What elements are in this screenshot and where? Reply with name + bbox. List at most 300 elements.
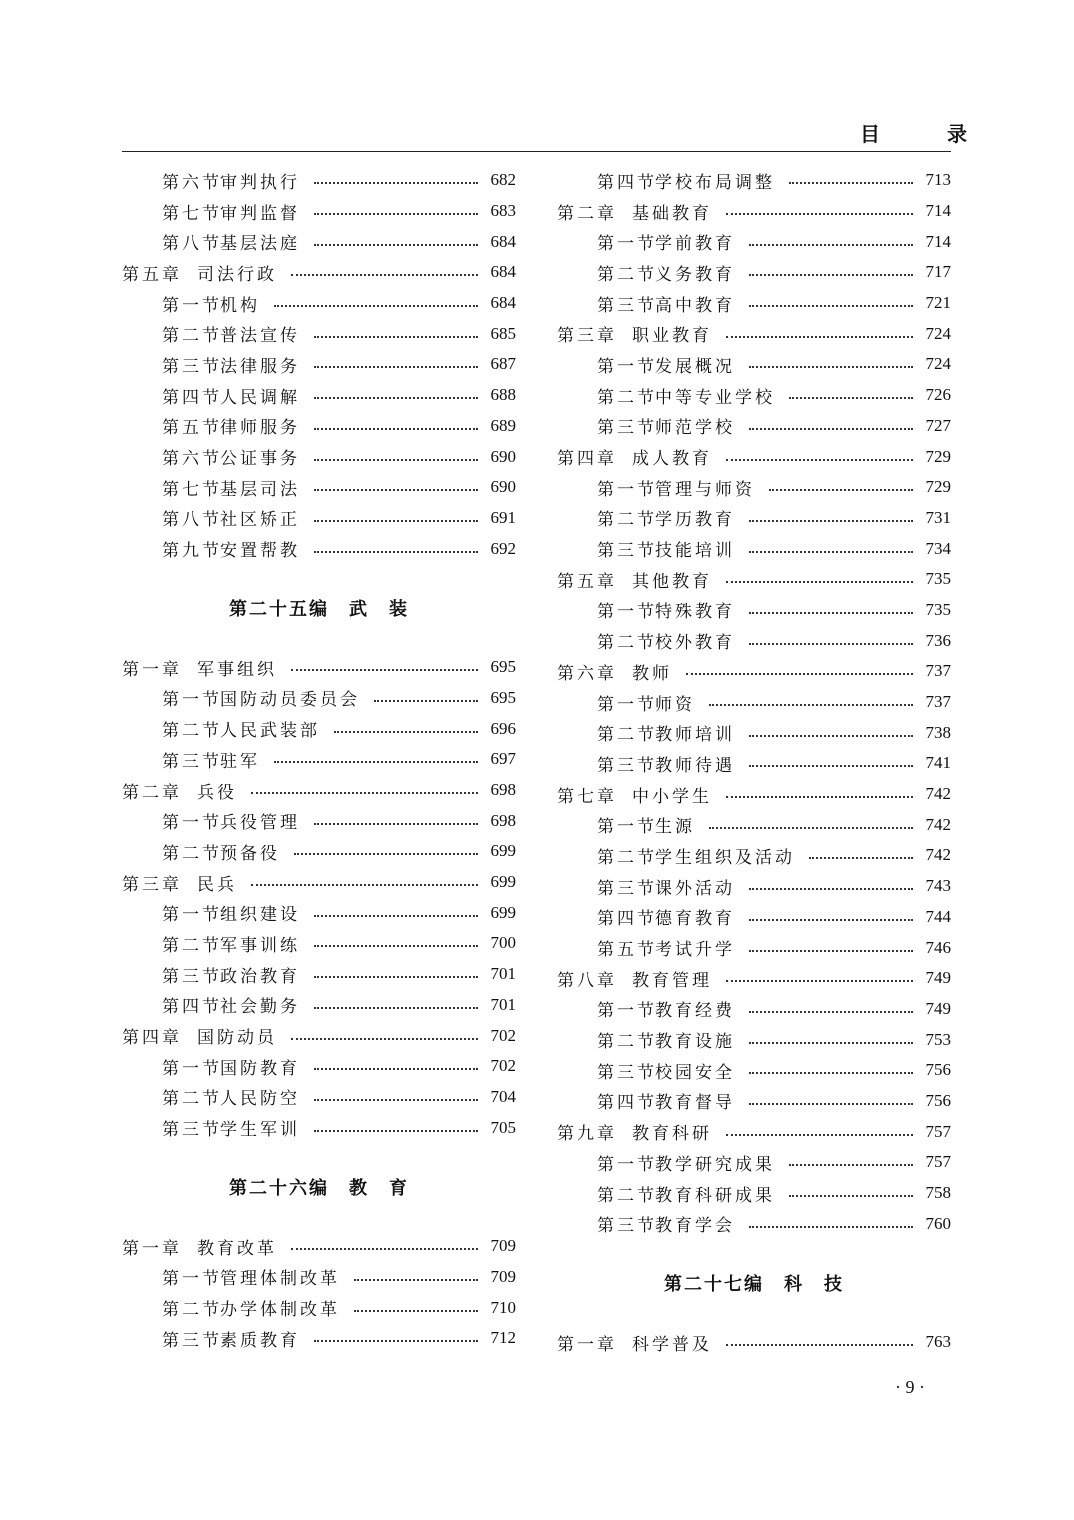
entry-page-number: 712 bbox=[490, 1328, 516, 1348]
entry-title: 社会勤务 bbox=[220, 997, 300, 1018]
toc-chapter-entry[interactable] bbox=[557, 196, 951, 227]
dot-leader bbox=[314, 1099, 478, 1101]
entry-page-number: 756 bbox=[925, 1060, 951, 1080]
entry-page-number: 700 bbox=[490, 933, 516, 953]
toc-chapter-entry[interactable] bbox=[122, 867, 516, 898]
toc-section-entry[interactable] bbox=[122, 1082, 516, 1113]
toc-chapter-entry[interactable] bbox=[122, 257, 516, 288]
entry-title: 律师服务 bbox=[220, 418, 300, 439]
entry-number: 第三节 bbox=[162, 751, 222, 772]
dot-leader bbox=[354, 1310, 478, 1312]
toc-section-entry[interactable] bbox=[122, 472, 516, 503]
toc-chapter-entry[interactable] bbox=[557, 963, 951, 994]
entry-title: 教学研究成果 bbox=[655, 1154, 775, 1175]
dot-leader bbox=[749, 1103, 913, 1105]
toc-section-entry[interactable] bbox=[557, 165, 951, 196]
dot-leader bbox=[726, 459, 913, 461]
dot-leader bbox=[314, 1340, 478, 1342]
toc-section-entry[interactable] bbox=[557, 717, 951, 748]
toc-chapter-entry[interactable] bbox=[557, 441, 951, 472]
entry-title: 职业教育 bbox=[632, 326, 712, 347]
dot-leader bbox=[726, 1134, 913, 1136]
toc-section-entry[interactable] bbox=[122, 1112, 516, 1143]
entry-title: 人民武装部 bbox=[220, 721, 320, 742]
toc-section-entry[interactable] bbox=[557, 503, 951, 534]
entry-page-number: 726 bbox=[925, 385, 951, 405]
entry-title: 学校布局调整 bbox=[655, 172, 775, 193]
entry-page-number: 742 bbox=[925, 784, 951, 804]
entry-page-number: 735 bbox=[925, 599, 951, 619]
entry-page-number: 683 bbox=[490, 201, 516, 221]
dot-leader bbox=[314, 182, 478, 184]
toc-chapter-entry[interactable] bbox=[557, 564, 951, 595]
dot-leader bbox=[749, 1042, 913, 1044]
dot-leader bbox=[251, 792, 478, 794]
dot-leader bbox=[314, 336, 478, 338]
entry-title: 教育科研 bbox=[632, 1124, 712, 1145]
toc-section-entry[interactable] bbox=[122, 928, 516, 959]
entry-page-number: 702 bbox=[490, 1056, 516, 1076]
dot-leader bbox=[749, 305, 913, 307]
entry-number: 第二节 bbox=[162, 721, 222, 742]
entry-number: 第六章 bbox=[557, 663, 617, 684]
toc-section-entry[interactable] bbox=[122, 959, 516, 990]
dot-leader bbox=[789, 397, 913, 399]
dot-leader bbox=[291, 274, 478, 276]
entry-page-number: 724 bbox=[925, 323, 951, 343]
entry-title: 师资 bbox=[655, 694, 695, 715]
entry-title: 基层法庭 bbox=[220, 234, 300, 255]
entry-number: 第一节 bbox=[162, 295, 222, 316]
entry-title: 兵役 bbox=[197, 782, 237, 803]
toc-section-entry[interactable] bbox=[122, 441, 516, 472]
dot-leader bbox=[291, 1038, 478, 1040]
entry-title: 中小学生 bbox=[632, 786, 712, 807]
entry-number: 第一节 bbox=[162, 905, 222, 926]
entry-title: 政治教育 bbox=[220, 966, 300, 987]
entry-title: 普法宣传 bbox=[220, 326, 300, 347]
dot-leader bbox=[334, 731, 478, 733]
dot-leader bbox=[749, 551, 913, 553]
dot-leader bbox=[686, 673, 913, 675]
dot-leader bbox=[314, 823, 478, 825]
toc-section-entry[interactable] bbox=[122, 836, 516, 867]
toc-section-entry[interactable] bbox=[122, 897, 516, 928]
entry-page-number: 699 bbox=[490, 872, 516, 892]
entry-number: 第六节 bbox=[162, 449, 222, 470]
entry-number: 第四节 bbox=[162, 997, 222, 1018]
entry-title: 学前教育 bbox=[655, 234, 735, 255]
toc-chapter-entry[interactable] bbox=[122, 1020, 516, 1051]
dot-leader bbox=[274, 305, 478, 307]
entry-number: 第二节 bbox=[162, 843, 222, 864]
entry-number: 第四节 bbox=[162, 387, 222, 408]
entry-title: 司法行政 bbox=[197, 264, 277, 285]
entry-title: 基础教育 bbox=[632, 203, 712, 224]
entry-number: 第一节 bbox=[162, 690, 222, 711]
entry-title: 教育科研成果 bbox=[655, 1185, 775, 1206]
entry-number: 第五章 bbox=[122, 264, 182, 285]
entry-page-number: 695 bbox=[490, 657, 516, 677]
toc-section-entry[interactable] bbox=[122, 196, 516, 227]
entry-title: 法律服务 bbox=[220, 356, 300, 377]
dot-leader bbox=[314, 1007, 478, 1009]
entry-page-number: 746 bbox=[925, 937, 951, 957]
entry-title: 教育学会 bbox=[655, 1216, 735, 1237]
entry-number: 第一节 bbox=[597, 1001, 657, 1022]
entry-page-number: 721 bbox=[925, 293, 951, 313]
dot-leader bbox=[726, 1344, 913, 1346]
dot-leader bbox=[709, 827, 913, 829]
dot-leader bbox=[314, 915, 478, 917]
toc-section-entry[interactable] bbox=[557, 288, 951, 319]
entry-title: 校园安全 bbox=[655, 1062, 735, 1083]
dot-leader bbox=[726, 336, 913, 338]
entry-number: 第一节 bbox=[597, 1154, 657, 1175]
entry-title: 管理体制改革 bbox=[220, 1269, 340, 1290]
page-number: · 9 · bbox=[895, 1377, 925, 1397]
entry-title: 成人教育 bbox=[632, 449, 712, 470]
toc-section-entry[interactable] bbox=[557, 1178, 951, 1209]
dot-leader bbox=[749, 919, 913, 921]
entry-page-number: 684 bbox=[490, 262, 516, 282]
entry-title: 组织建设 bbox=[220, 905, 300, 926]
toc-left-column bbox=[122, 165, 516, 1354]
entry-title: 特殊教育 bbox=[655, 602, 735, 623]
entry-number: 第一节 bbox=[597, 694, 657, 715]
entry-number: 第三节 bbox=[162, 356, 222, 377]
toc-section-entry[interactable] bbox=[122, 165, 516, 196]
dot-leader bbox=[749, 735, 913, 737]
spacer bbox=[122, 1143, 516, 1157]
entry-page-number: 689 bbox=[490, 415, 516, 435]
toc-section-entry[interactable] bbox=[557, 1086, 951, 1117]
entry-page-number: 735 bbox=[925, 569, 951, 589]
dot-leader bbox=[749, 765, 913, 767]
entry-number: 第八节 bbox=[162, 510, 222, 531]
entry-number: 第八章 bbox=[557, 970, 617, 991]
entry-page-number: 757 bbox=[925, 1121, 951, 1141]
entry-title: 校外教育 bbox=[655, 633, 735, 654]
entry-title: 素质教育 bbox=[220, 1330, 300, 1351]
dot-leader bbox=[314, 397, 478, 399]
entry-page-number: 701 bbox=[490, 994, 516, 1014]
dot-leader bbox=[251, 884, 478, 886]
spacer bbox=[557, 1239, 951, 1253]
dot-leader bbox=[749, 428, 913, 430]
entry-title: 安置帮教 bbox=[220, 541, 300, 562]
entry-title: 教育经费 bbox=[655, 1001, 735, 1022]
entry-page-number: 731 bbox=[925, 507, 951, 527]
entry-title: 预备役 bbox=[220, 843, 280, 864]
entry-number: 第三节 bbox=[162, 966, 222, 987]
toc-section-entry[interactable] bbox=[122, 683, 516, 714]
entry-page-number: 685 bbox=[490, 323, 516, 343]
part-heading: 第二十五编 武 装 bbox=[229, 598, 409, 620]
dot-leader bbox=[789, 1195, 913, 1197]
toc-section-entry[interactable] bbox=[122, 990, 516, 1021]
toc-section-entry[interactable] bbox=[122, 713, 516, 744]
dot-leader bbox=[749, 888, 913, 890]
toc-section-entry[interactable] bbox=[122, 349, 516, 380]
dot-leader bbox=[726, 796, 913, 798]
entry-number: 第一节 bbox=[162, 1269, 222, 1290]
toc-chapter-entry[interactable] bbox=[557, 1116, 951, 1147]
dot-leader bbox=[726, 581, 913, 583]
entry-page-number: 734 bbox=[925, 538, 951, 558]
toc-section-entry[interactable] bbox=[122, 380, 516, 411]
entry-number: 第二节 bbox=[162, 326, 222, 347]
toc-section-entry[interactable] bbox=[122, 288, 516, 319]
dot-leader bbox=[726, 980, 913, 982]
entry-number: 第五节 bbox=[162, 418, 222, 439]
entry-page-number: 760 bbox=[925, 1213, 951, 1233]
entry-page-number: 710 bbox=[490, 1297, 516, 1317]
entry-title: 生源 bbox=[655, 817, 695, 838]
toc-section-entry[interactable] bbox=[557, 687, 951, 718]
dot-leader bbox=[749, 643, 913, 645]
toc-chapter-entry[interactable] bbox=[557, 779, 951, 810]
entry-number: 第二节 bbox=[597, 264, 657, 285]
toc-chapter-entry[interactable] bbox=[557, 1327, 951, 1358]
entry-title: 教育设施 bbox=[655, 1032, 735, 1053]
entry-title: 兵役管理 bbox=[220, 813, 300, 834]
toc-section-entry[interactable] bbox=[557, 257, 951, 288]
dot-leader bbox=[709, 704, 913, 706]
toc-section-entry[interactable] bbox=[557, 902, 951, 933]
spacer bbox=[122, 564, 516, 578]
toc-chapter-entry[interactable] bbox=[122, 1231, 516, 1262]
toc-chapter-entry[interactable] bbox=[122, 775, 516, 806]
part-heading: 第二十六编 教 育 bbox=[229, 1177, 409, 1199]
entry-number: 第二节 bbox=[162, 1300, 222, 1321]
dot-leader bbox=[291, 669, 478, 671]
header-rule bbox=[122, 151, 951, 152]
toc-section-entry[interactable] bbox=[122, 1323, 516, 1354]
part-heading: 第二十七编 科 技 bbox=[664, 1274, 844, 1296]
dot-leader bbox=[749, 366, 913, 368]
entry-number: 第三节 bbox=[597, 295, 657, 316]
entry-page-number: 698 bbox=[490, 780, 516, 800]
dot-leader bbox=[291, 1248, 478, 1250]
entry-number: 第九节 bbox=[162, 541, 222, 562]
entry-title: 科学普及 bbox=[632, 1334, 712, 1355]
toc-section-entry[interactable] bbox=[557, 994, 951, 1025]
entry-number: 第二章 bbox=[122, 782, 182, 803]
dot-leader bbox=[274, 761, 478, 763]
toc-chapter-entry[interactable] bbox=[557, 656, 951, 687]
entry-title: 公证事务 bbox=[220, 449, 300, 470]
spacer bbox=[122, 638, 516, 652]
toc-section-entry[interactable] bbox=[122, 1292, 516, 1323]
entry-number: 第二节 bbox=[162, 1089, 222, 1110]
entry-page-number: 684 bbox=[490, 293, 516, 313]
entry-number: 第九章 bbox=[557, 1124, 617, 1145]
toc-section-entry[interactable] bbox=[557, 595, 951, 626]
entry-title: 技能培训 bbox=[655, 541, 735, 562]
entry-title: 军事训练 bbox=[220, 935, 300, 956]
entry-number: 第一章 bbox=[122, 659, 182, 680]
entry-page-number: 696 bbox=[490, 718, 516, 738]
entry-page-number: 749 bbox=[925, 968, 951, 988]
entry-number: 第五节 bbox=[597, 940, 657, 961]
entry-page-number: 698 bbox=[490, 810, 516, 830]
entry-page-number: 709 bbox=[490, 1266, 516, 1286]
entry-number: 第四节 bbox=[597, 1093, 657, 1114]
entry-number: 第二节 bbox=[597, 847, 657, 868]
entry-title: 民兵 bbox=[197, 874, 237, 895]
entry-title: 课外活动 bbox=[655, 878, 735, 899]
entry-title: 师范学校 bbox=[655, 418, 735, 439]
toc-section-entry[interactable] bbox=[122, 503, 516, 534]
entry-page-number: 697 bbox=[490, 749, 516, 769]
dot-leader bbox=[374, 700, 478, 702]
entry-number: 第四章 bbox=[557, 449, 617, 470]
toc-section-entry[interactable] bbox=[557, 625, 951, 656]
toc-section-entry[interactable] bbox=[122, 1262, 516, 1293]
entry-page-number: 714 bbox=[925, 231, 951, 251]
entry-title: 机构 bbox=[220, 295, 260, 316]
spacer bbox=[122, 1217, 516, 1231]
dot-leader bbox=[749, 1226, 913, 1228]
entry-number: 第三章 bbox=[122, 874, 182, 895]
toc-section-entry[interactable] bbox=[122, 226, 516, 257]
entry-number: 第三节 bbox=[597, 755, 657, 776]
entry-number: 第七节 bbox=[162, 203, 222, 224]
entry-title: 教育督导 bbox=[655, 1093, 735, 1114]
entry-title: 学生军训 bbox=[220, 1120, 300, 1141]
toc-section-entry[interactable] bbox=[557, 1147, 951, 1178]
toc-section-entry[interactable] bbox=[557, 380, 951, 411]
entry-page-number: 737 bbox=[925, 692, 951, 712]
entry-number: 第三节 bbox=[597, 418, 657, 439]
toc-section-entry[interactable] bbox=[122, 533, 516, 564]
toc-section-entry[interactable] bbox=[557, 809, 951, 840]
entry-page-number: 687 bbox=[490, 354, 516, 374]
entry-title: 其他教育 bbox=[632, 571, 712, 592]
entry-page-number: 684 bbox=[490, 231, 516, 251]
dot-leader bbox=[749, 950, 913, 952]
entry-title: 发展概况 bbox=[655, 356, 735, 377]
entry-page-number: 709 bbox=[490, 1236, 516, 1256]
toc-section-entry[interactable] bbox=[557, 871, 951, 902]
entry-page-number: 757 bbox=[925, 1152, 951, 1172]
entry-number: 第七章 bbox=[557, 786, 617, 807]
entry-number: 第六节 bbox=[162, 172, 222, 193]
entry-title: 教师 bbox=[632, 663, 672, 684]
entry-page-number: 743 bbox=[925, 876, 951, 896]
toc-section-entry[interactable] bbox=[122, 805, 516, 836]
entry-page-number: 749 bbox=[925, 998, 951, 1018]
entry-number: 第一节 bbox=[597, 234, 657, 255]
entry-page-number: 744 bbox=[925, 906, 951, 926]
entry-page-number: 688 bbox=[490, 385, 516, 405]
entry-number: 第三节 bbox=[162, 1330, 222, 1351]
entry-number: 第三章 bbox=[557, 326, 617, 347]
entry-title: 学历教育 bbox=[655, 510, 735, 531]
entry-number: 第二节 bbox=[597, 1032, 657, 1053]
entry-page-number: 699 bbox=[490, 902, 516, 922]
entry-page-number: 702 bbox=[490, 1025, 516, 1045]
entry-page-number: 690 bbox=[490, 446, 516, 466]
entry-title: 基层司法 bbox=[220, 479, 300, 500]
entry-number: 第二节 bbox=[597, 1185, 657, 1206]
entry-page-number: 727 bbox=[925, 415, 951, 435]
dot-leader bbox=[314, 520, 478, 522]
toc-section-entry[interactable] bbox=[557, 349, 951, 380]
dot-leader bbox=[314, 459, 478, 461]
entry-title: 军事组织 bbox=[197, 659, 277, 680]
entry-page-number: 742 bbox=[925, 814, 951, 834]
toc-chapter-entry[interactable] bbox=[122, 652, 516, 683]
entry-number: 第二章 bbox=[557, 203, 617, 224]
entry-title: 高中教育 bbox=[655, 295, 735, 316]
dot-leader bbox=[314, 489, 478, 491]
toc-section-entry[interactable] bbox=[557, 1055, 951, 1086]
toc-section-entry[interactable] bbox=[122, 744, 516, 775]
entry-title: 国防动员 bbox=[197, 1028, 277, 1049]
dot-leader bbox=[314, 1068, 478, 1070]
entry-page-number: 705 bbox=[490, 1117, 516, 1137]
dot-leader bbox=[749, 1011, 913, 1013]
dot-leader bbox=[809, 857, 913, 859]
toc-chapter-entry[interactable] bbox=[557, 318, 951, 349]
entry-number: 第二节 bbox=[597, 633, 657, 654]
entry-number: 第四节 bbox=[597, 172, 657, 193]
entry-title: 驻军 bbox=[220, 751, 260, 772]
dot-leader bbox=[749, 520, 913, 522]
dot-leader bbox=[749, 274, 913, 276]
entry-page-number: 724 bbox=[925, 354, 951, 374]
entry-title: 考试升学 bbox=[655, 940, 735, 961]
toc-section-entry[interactable] bbox=[557, 748, 951, 779]
entry-number: 第一章 bbox=[122, 1238, 182, 1259]
entry-page-number: 701 bbox=[490, 964, 516, 984]
entry-number: 第二节 bbox=[597, 510, 657, 531]
toc-section-entry[interactable] bbox=[122, 411, 516, 442]
dot-leader bbox=[314, 976, 478, 978]
entry-title: 审判执行 bbox=[220, 172, 300, 193]
dot-leader bbox=[314, 244, 478, 246]
toc-section-entry[interactable] bbox=[557, 840, 951, 871]
entry-page-number: 758 bbox=[925, 1183, 951, 1203]
toc-section-entry[interactable] bbox=[557, 1208, 951, 1239]
dot-leader bbox=[314, 428, 478, 430]
entry-page-number: 763 bbox=[925, 1332, 951, 1352]
entry-number: 第二节 bbox=[597, 387, 657, 408]
toc-section-entry[interactable] bbox=[557, 472, 951, 503]
entry-title: 人民防空 bbox=[220, 1089, 300, 1110]
entry-title: 教师培训 bbox=[655, 725, 735, 746]
toc-section-entry[interactable] bbox=[122, 318, 516, 349]
toc-section-entry[interactable] bbox=[557, 411, 951, 442]
entry-title: 教育改革 bbox=[197, 1238, 277, 1259]
toc-section-entry[interactable] bbox=[557, 1024, 951, 1055]
entry-title: 人民调解 bbox=[220, 387, 300, 408]
entry-title: 管理与师资 bbox=[655, 479, 755, 500]
toc-section-entry[interactable] bbox=[557, 932, 951, 963]
toc-section-entry[interactable] bbox=[122, 1051, 516, 1082]
entry-page-number: 699 bbox=[490, 841, 516, 861]
entry-number: 第二节 bbox=[162, 935, 222, 956]
entry-title: 德育教育 bbox=[655, 909, 735, 930]
toc-section-entry[interactable] bbox=[557, 226, 951, 257]
entry-title: 审判监督 bbox=[220, 203, 300, 224]
entry-page-number: 695 bbox=[490, 687, 516, 707]
entry-number: 第三节 bbox=[597, 1216, 657, 1237]
spacer bbox=[557, 1313, 951, 1327]
toc-section-entry[interactable] bbox=[557, 533, 951, 564]
